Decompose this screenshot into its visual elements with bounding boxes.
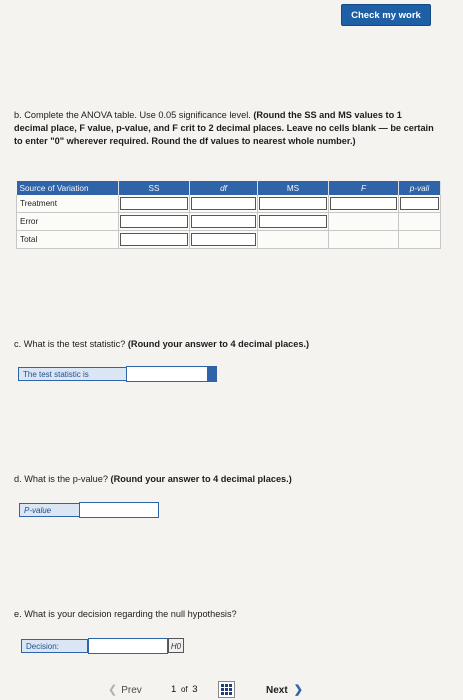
table-row — [17, 231, 441, 249]
df-treatment-input[interactable] — [190, 195, 258, 213]
p-value-label: P-value — [19, 503, 80, 517]
ss-total-input[interactable] — [119, 231, 190, 249]
null-hypothesis-symbol: H0 — [168, 638, 184, 653]
ms-treatment-input[interactable] — [258, 195, 329, 213]
f-total-cell — [329, 231, 399, 249]
page-indicator — [171, 684, 198, 695]
part-d-prompt — [14, 473, 292, 486]
check-my-work-button[interactable]: Check my work — [341, 4, 431, 26]
page-of: of — [180, 685, 188, 694]
row-label-error: Error — [17, 213, 119, 231]
chevron-right-icon: ❯ — [293, 684, 303, 696]
table-row — [17, 195, 441, 213]
p-error-cell — [399, 213, 441, 231]
f-error-cell — [329, 213, 399, 231]
prev-label: Prev — [121, 685, 142, 696]
row-label-total: Total — [17, 231, 119, 249]
part-b-prompt-plain: b. Complete the ANOVA table. Use 0.05 significance level. — [14, 110, 254, 120]
header-f: F — [329, 181, 399, 195]
header-ms: MS — [258, 181, 329, 195]
p-total-cell — [399, 231, 441, 249]
next-button[interactable] — [266, 683, 303, 696]
part-d-prompt-plain: d. What is the p-value? — [14, 474, 111, 484]
row-label-treatment: Treatment — [17, 195, 119, 213]
ss-error-input[interactable] — [119, 213, 190, 231]
f-treatment-input[interactable] — [329, 195, 399, 213]
table-row — [17, 213, 441, 231]
part-b-prompt-instructions: (Round the SS and MS values to 1 decimal place, F value, p-value, and F crit to 2 decimal places. Leave no cells blank — be certain to enter "0" wherever required. Round the df values to nearest whole number.) — [14, 110, 434, 146]
test-statistic-input[interactable] — [126, 366, 217, 382]
header-df: df — [190, 181, 258, 195]
ss-treatment-input[interactable] — [119, 195, 190, 213]
header-p-value: p-vali — [399, 181, 441, 195]
decision-label: Decision: — [21, 639, 88, 653]
df-total-input[interactable] — [190, 231, 258, 249]
ms-error-input[interactable] — [258, 213, 329, 231]
next-label: Next — [266, 685, 288, 696]
part-c-prompt-plain: c. What is the test statistic? — [14, 339, 128, 349]
part-b-prompt — [14, 109, 434, 148]
p-value-input[interactable] — [79, 502, 159, 518]
header-source: Source of Variation — [17, 181, 119, 195]
df-error-input[interactable] — [190, 213, 258, 231]
part-c-prompt-instructions: (Round your answer to 4 decimal places.) — [127, 339, 310, 349]
current-page: 1 — [171, 684, 177, 695]
anova-header-row — [17, 181, 441, 195]
test-statistic-input-end — [207, 366, 217, 382]
test-statistic-label: The test statistic is — [18, 367, 127, 381]
part-c-prompt — [14, 338, 309, 351]
header-ss: SS — [119, 181, 190, 195]
p-treatment-input[interactable] — [399, 195, 441, 213]
part-e-prompt: e. What is your decision regarding the null hypothesis? — [14, 609, 237, 619]
grid-icon[interactable] — [218, 681, 235, 698]
prev-button[interactable] — [108, 683, 142, 696]
part-d-prompt-instructions: (Round your answer to 4 decimal places.) — [110, 474, 292, 484]
anova-table — [16, 181, 441, 249]
total-pages: 3 — [192, 684, 198, 695]
ms-total-cell — [258, 231, 329, 249]
decision-select[interactable] — [88, 638, 168, 654]
chevron-left-icon: ❮ — [108, 684, 118, 696]
